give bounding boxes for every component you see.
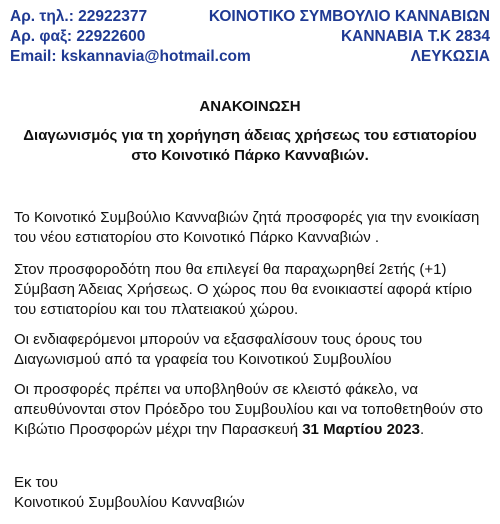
fax-number: Αρ. φαξ: 22922600 — [10, 28, 146, 45]
announcement-subtitle: Διαγωνισμός για τη χορήγηση άδειας χρήσεως του εστιατορίου στο Κοινοτικό Πάρκο Κανναβιών. — [23, 127, 477, 164]
announcement-title: ΑΝΑΚΟΙΝΩΣΗ — [199, 98, 301, 115]
letterhead-row-2 — [10, 27, 490, 47]
submission-end: . — [419, 421, 425, 438]
paragraph-obtain-terms: Οι ενδιαφερόμενοι μπορούν να εξασφαλίσουν τους όρους του Διαγωνισμού από τα γραφεία του Κοινοτικού Συμβουλίου — [14, 331, 423, 368]
city: ΛΕΥΚΩΣΙΑ — [410, 48, 490, 65]
signature-line-2: Κοινοτικού Συμβουλίου Κανναβιών — [14, 494, 245, 511]
signature-block — [14, 473, 245, 513]
letterhead-row-1 — [10, 7, 490, 27]
letterhead — [10, 7, 490, 67]
letterhead-row-3 — [10, 47, 490, 67]
paragraph-request-offers: Το Κοινοτικό Συμβούλιο Κανναβιών ζητά προσφορές για την ενοικίαση του νέου εστιατορίου στο Κοινοτικό Πάρκο Κανναβιών . — [14, 209, 480, 246]
postal-address: ΚΑΝΝΑΒΙΑ Τ.Κ 2834 — [340, 28, 490, 45]
email-address: Email: kskannavia@hotmail.com — [10, 48, 251, 65]
organization-name: ΚΟΙΝΟΤΙΚΟ ΣΥΜΒΟΥΛΙΟ ΚΑΝΝΑΒΙΩΝ — [208, 8, 490, 25]
submission-text: Οι προσφορές πρέπει να υποβληθούν σε κλειστό φάκελο, να απευθύνονται στον Πρόεδρο του Συμβουλίου και να τοποθετηθούν στο Κιβώτιο Προσφορών μέχρι την Παρασκευή — [14, 381, 484, 438]
paragraph-submission — [14, 380, 490, 440]
deadline-date: 31 Μαρτίου 2023 — [302, 421, 420, 438]
signature-line-1: Εκ του — [14, 474, 58, 491]
announcement-body — [14, 208, 490, 450]
phone-number: Αρ. τηλ.: 22922377 — [10, 8, 148, 25]
paragraph-contract-terms: Στον προσφοροδότη που θα επιλεγεί θα παραχωρηθεί 2ετής (+1) Σύμβαση Άδειας Χρήσεως. Ο χώρος που θα ενοικιαστεί αφορά κτίριο του εστιατορίου και του πλατειακού χώρου. — [14, 261, 473, 318]
